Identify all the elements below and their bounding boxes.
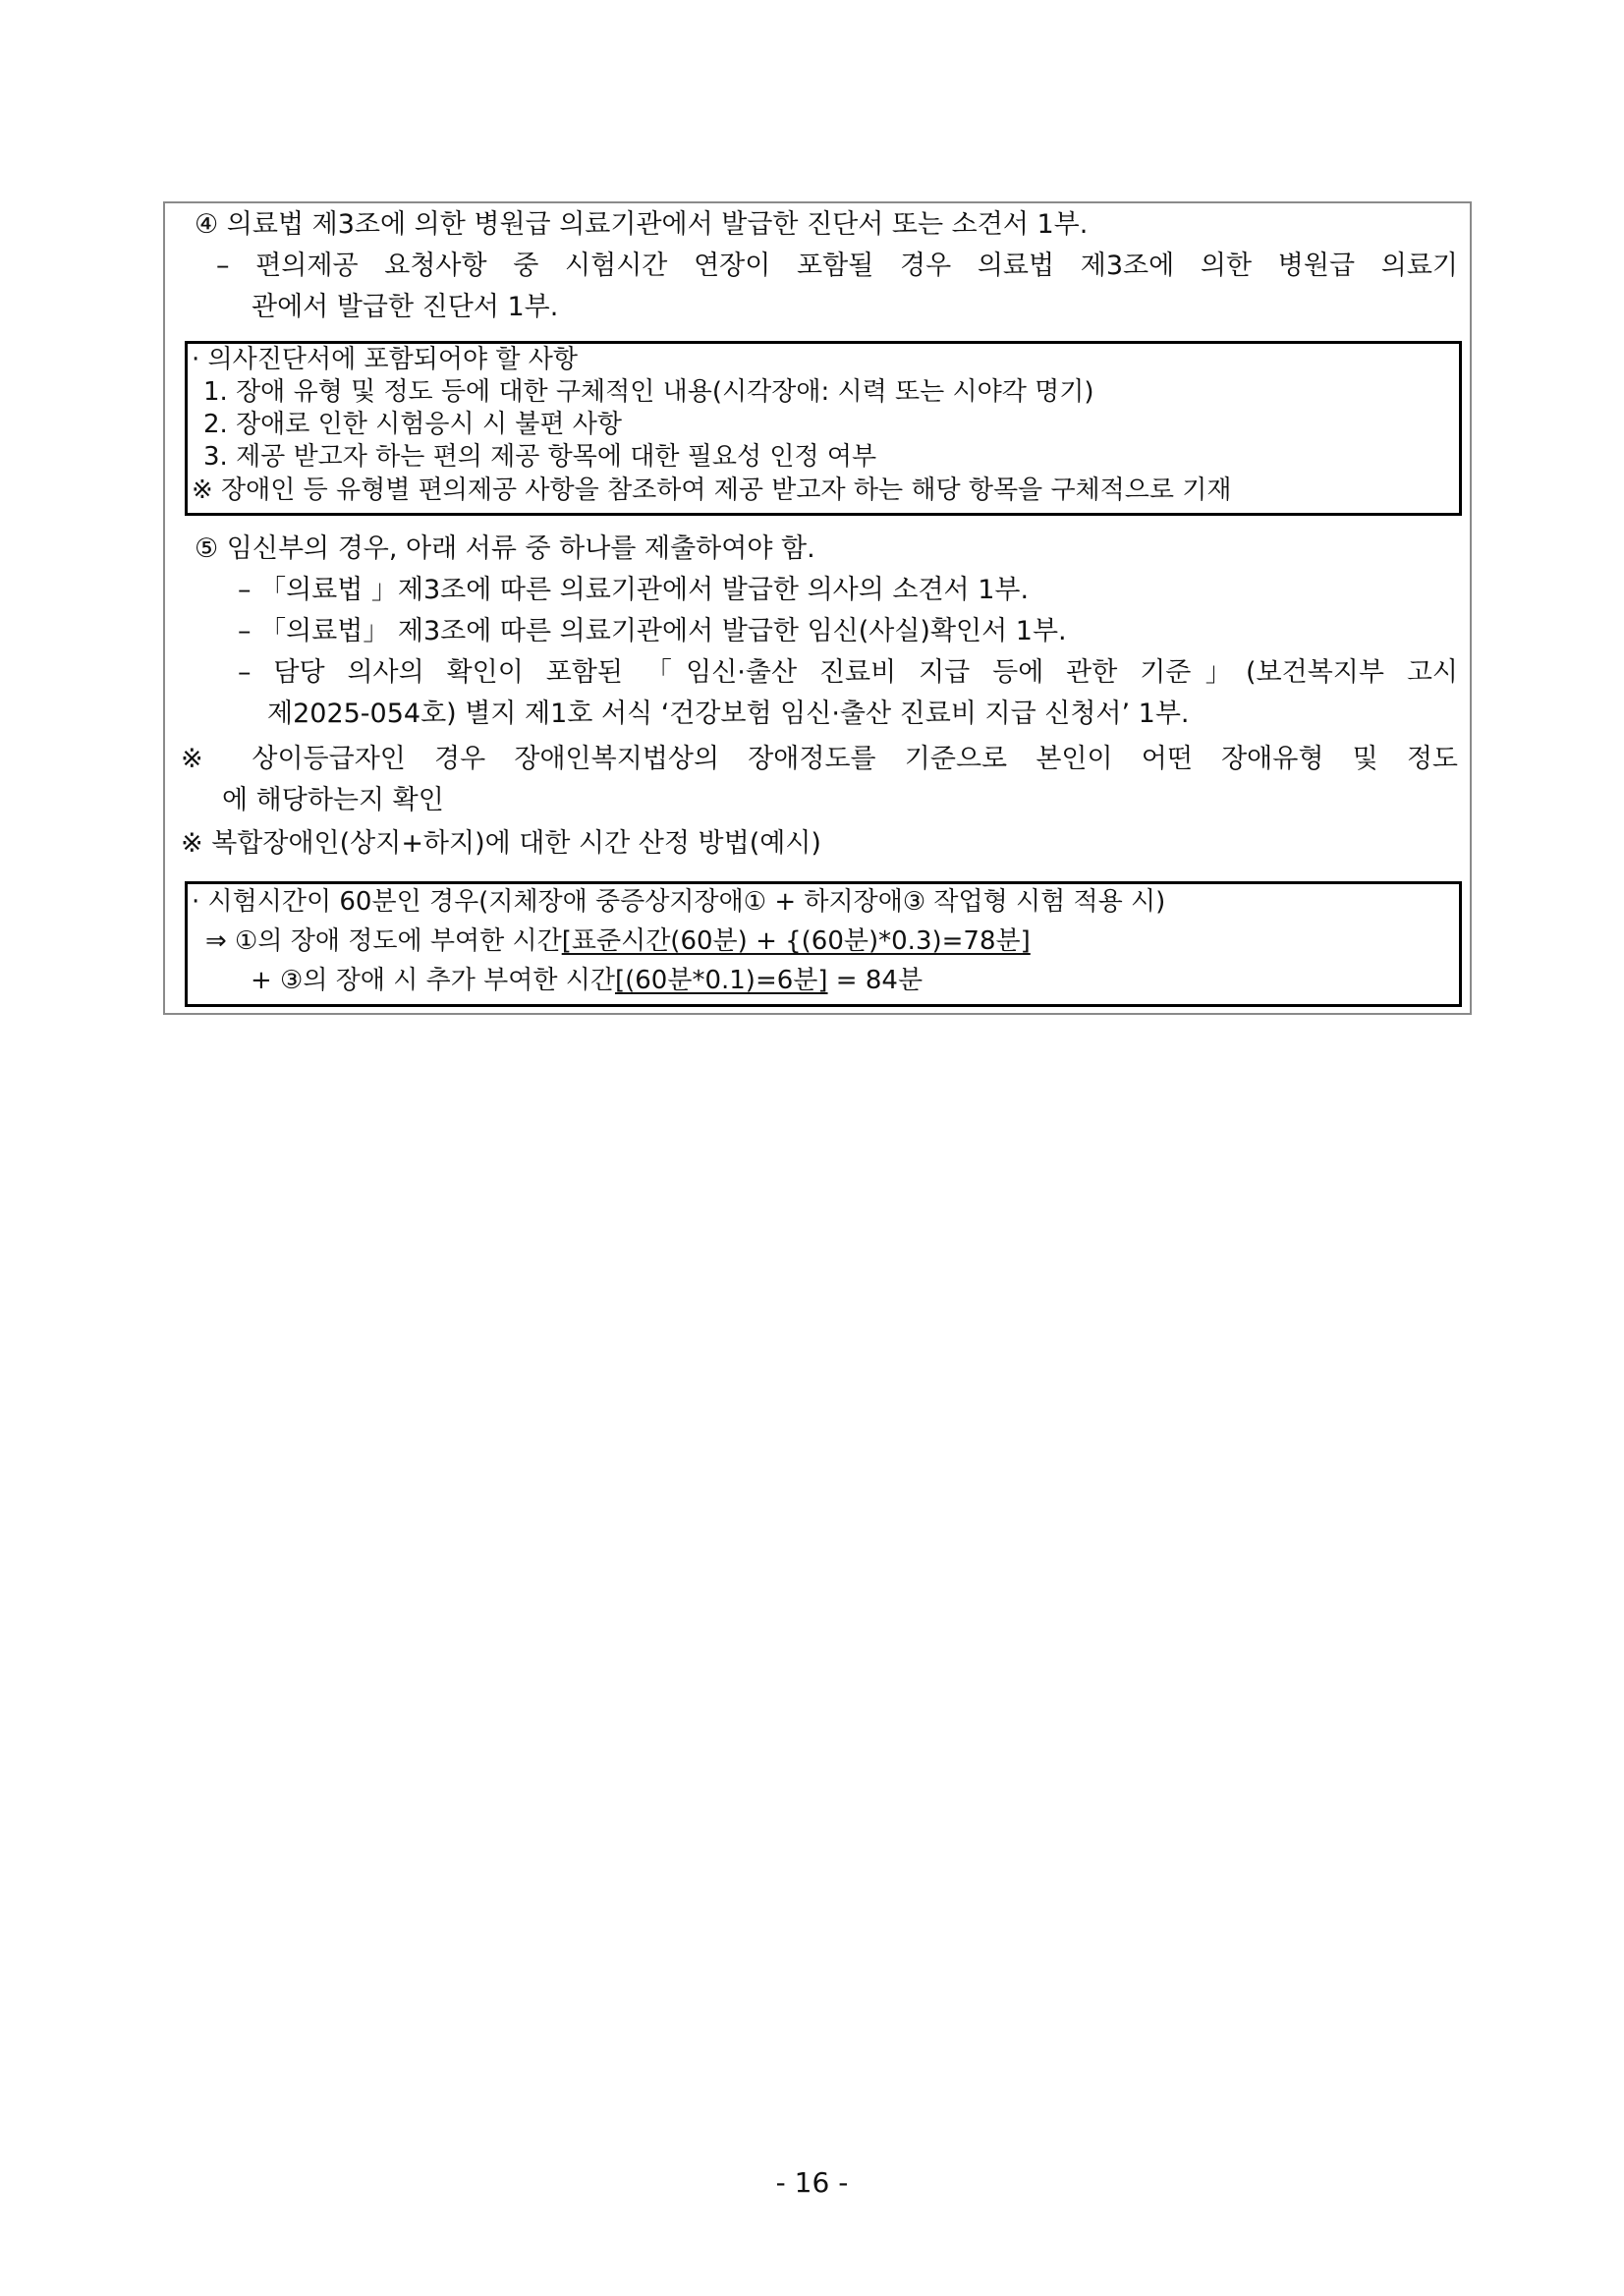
grade-note-cont: 에 해당하는지 확인 [222, 785, 444, 815]
time-calculation-example-box [185, 881, 1462, 1007]
example-formula: [표준시간(60분) + {(60분)*0.3)=78분] [561, 926, 1031, 956]
diagnosis-requirements-box [185, 341, 1462, 516]
example-formula: [(60분*0.1)=6분] [614, 966, 828, 995]
section-4-title: ④ 의료법 제3조에 의한 병원급 의료기관에서 발급한 진단서 또는 소견서 1부. [195, 209, 1089, 240]
diagnosis-box-heading: · 의사진단서에 포함되어야 할 사항 [192, 345, 578, 374]
diagnosis-item: 3. 제공 받고자 하는 편의 제공 항목에 대한 필요성 인정 여부 [203, 442, 877, 472]
diagnosis-item: 1. 장애 유형 및 정도 등에 대한 구체적인 내용(시각장애: 시력 또는 시야각 명기) [203, 377, 1094, 407]
combined-disability-note: ※ 복합장애인(상지+하지)에 대한 시간 산정 방법(예시) [181, 828, 821, 859]
content-box [163, 201, 1472, 1015]
example-line: · 시험시간이 60분인 경우(지체장애 중증상지장애① + 하지장애③ 작업형 시험 적용 시) [192, 887, 1166, 917]
section-4-dash-line: – 편의제공 요청사항 중 시험시간 연장이 포함될 경우 의료법 제3조에 의한 병원급 의료기 [216, 251, 1458, 281]
section-5-item-cont: 제2025-054호) 별지 제1호 서식 ‘건강보험 임신·출산 진료비 지급 신청서’ 1부. [267, 699, 1190, 729]
section-5-title: ⑤ 임신부의 경우, 아래 서류 중 하나를 제출하여야 함. [195, 533, 815, 564]
section-5-item: – 「의료법」 제3조에 따른 의료기관에서 발급한 임신(사실)확인서 1부. [238, 616, 1067, 646]
grade-note: ※ 상이등급자인 경우 장애인복지법상의 장애정도를 기준으로 본인이 어떤 장애유형 및 정도 [181, 744, 1458, 774]
section-4-dash-line-cont: 관에서 발급한 진단서 1부. [252, 292, 559, 322]
diagnosis-item: 2. 장애로 인한 시험응시 시 불편 사항 [203, 410, 623, 439]
page-number: - 16 - [775, 2166, 849, 2199]
section-5-item: – 담당 의사의 확인이 포함된 「임신·출산 진료비 지급 등에 관한 기준」(보건복지부 고시 [238, 657, 1458, 688]
example-line [205, 926, 1031, 956]
example-line-text: ⇒ ①의 장애 정도에 부여한 시간 [205, 926, 562, 956]
diagnosis-box-note: ※ 장애인 등 유형별 편의제공 사항을 참조하여 제공 받고자 하는 해당 항목을 구체적으로 기재 [192, 476, 1232, 505]
example-result: = 84분 [827, 966, 924, 995]
example-line [251, 966, 923, 995]
example-line-text: + ③의 장애 시 추가 부여한 시간 [251, 966, 615, 995]
section-5-item: – 「의료법 」제3조에 따른 의료기관에서 발급한 의사의 소견서 1부. [238, 575, 1030, 605]
